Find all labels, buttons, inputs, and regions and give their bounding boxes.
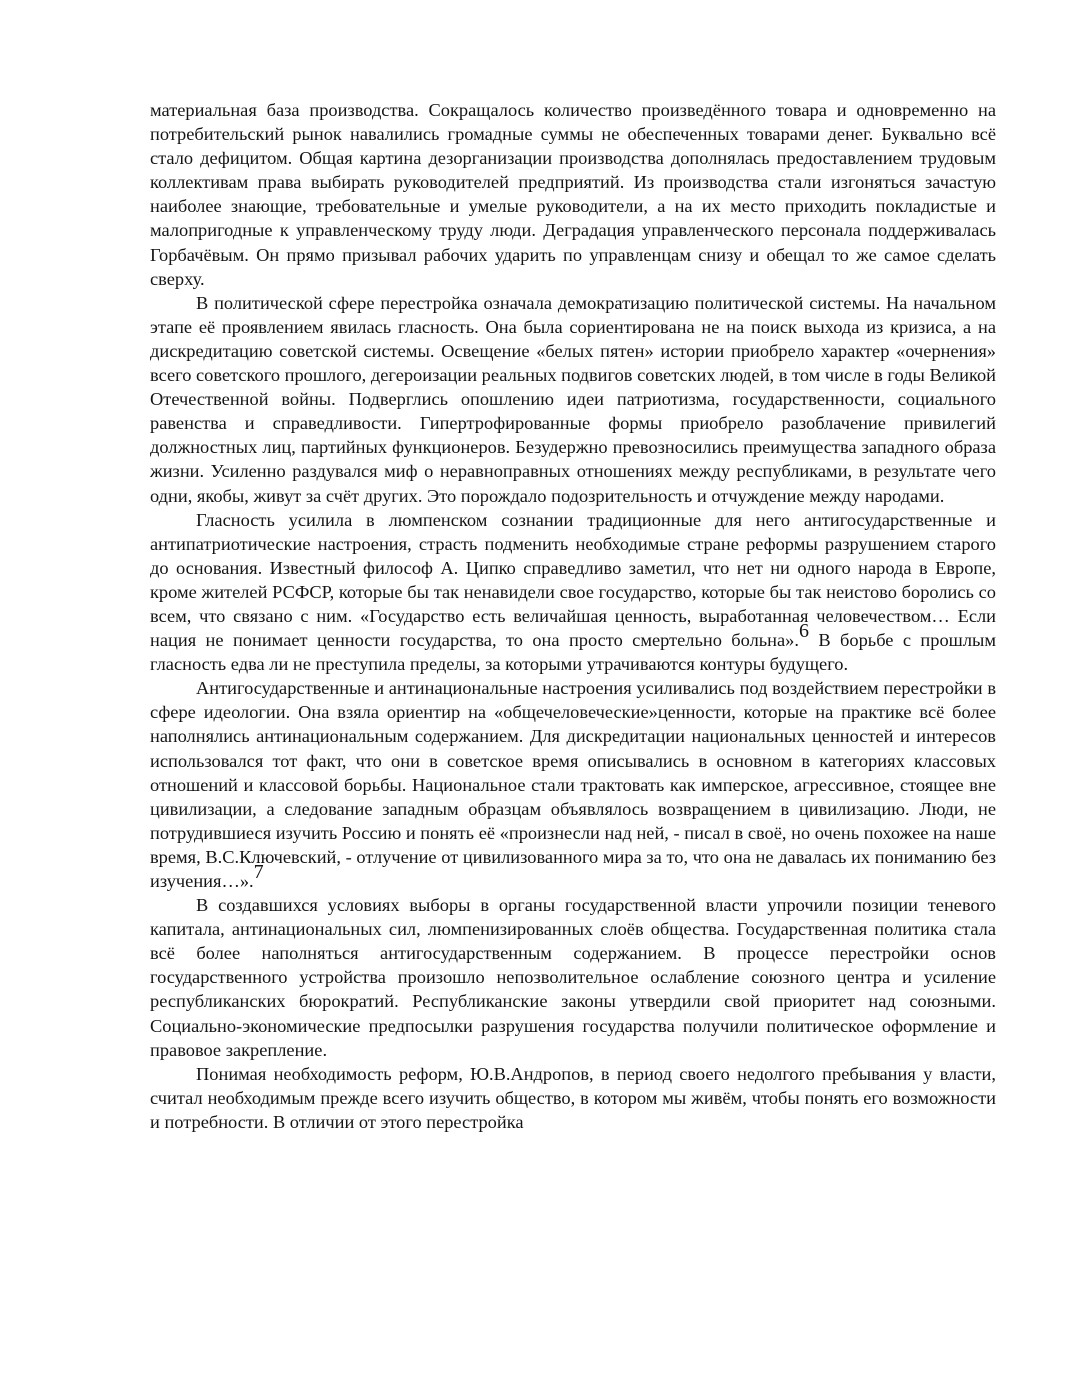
paragraph-3 (150, 508, 996, 677)
paragraph-1 (150, 98, 996, 291)
paragraph-5 (150, 893, 996, 1062)
paragraph-2 (150, 291, 996, 508)
document-page (150, 98, 996, 1134)
paragraph-4 (150, 676, 996, 893)
footnote-marker-7: 7 (253, 861, 264, 883)
paragraph-text: Гласность усилила в люмпенском сознании традиционные для него антигосударственные и антипатриотические настроения, страсть подменить необходимые стране реформы разрушением старого до основания. Известный философ А. Ципко справедливо заметил, что нет ни одного народа в Европе, кроме жителей РСФСР, которые бы так ненавидели свое государство, которые бы так неистово боролись со всем, что связано с ним. «Государство есть величайшая ценность, выработанная человечеством… Если нация не понимает ценности государства, то она просто смертельно больна». (150, 509, 996, 651)
paragraph-6 (150, 1062, 996, 1134)
footnote-marker-6: 6 (798, 620, 809, 643)
paragraph-text: В политической сфере перестройка означала демократизацию политической системы. На начальном этапе её проявлением явилась гласность. Она была сориентирована не на поиск выхода из кризиса, а на дискредитацию советской системы. Освещение «белых пятен» истории приобрело характер «очернения» всего советского прошлого, дегероизации реальных подвигов советских людей, в том числе в годы Великой Отечественной войны. Подверглись опошлению идеи патриотизма, государственности, социального равенства и справедливости. Гипертрофированные формы приобрело разоблачение привилегий должностных лиц, партийных функционеров. Безудержно превозносились преимущества западного образа жизни. Усиленно раздувался миф о неравноправных отношениях между республиками, в результате чего одни, якобы, живут за счёт других. Это порождало подозрительность и отчуждение между народами. (150, 292, 996, 506)
paragraph-text-continued: В борьбе с прошлым гласность едва ли не преступила пределы, за которыми утрачиваются контуры будущего. (150, 630, 996, 675)
paragraph-text: Понимая необходимость реформ, Ю.В.Андропов, в период своего недолгого пребывания у власти, считал необходимым прежде всего изучить общество, в котором мы живём, чтобы понять его возможности и потребности. В отличии от этого перестройка (150, 1063, 996, 1132)
paragraph-text: Антигосударственные и антинациональные настроения усиливались под воздействием перестройки в сфере идеологии. Она взяла ориентир на «общечеловеческие»ценности, которые на практике всё более наполнялись антинациональным содержанием. Для дискредитации национальных ценностей и интересов использовался тот факт, что они в советское время описывались в основном в категориях классовых отношений и классовой борьбы. Национальное стали трактовать как имперское, агрессивное, стоящее вне цивилизации, а следование западным образцам объявлялось возвращением в цивилизацию. Люди, не потрудившиеся изучить Россию и понять её «произнесли над ней, - писал в своё, но очень похожее на наше время, В.С.Ключевский, - отлучение от цивилизованного мира за то, что она не давалась их пониманию без изучения…». (150, 678, 996, 891)
paragraph-text: материальная база производства. Сокращалось количество произведённого товара и одновременно на потребительский рынок навалились громадные суммы не обеспеченных товарами денег. Буквально всё стало дефицитом. Общая картина дезорганизации производства дополнялась предоставлением трудовым коллективам права выбирать руководителей предприятий. Из производства стали изгоняться зачастую наиболее знающие, требовательные и умелые руководители, а на их место приходить покладистые и малопригодные к управленческому труду люди. Деградация управленческого персонала поддерживалась Горбачёвым. Он прямо призывал рабочих ударить по управленцам снизу и обещал то же самое сделать сверху. (150, 100, 996, 289)
paragraph-text: В создавшихся условиях выборы в органы государственной власти упрочили позиции теневого капитала, антинациональных сил, люмпенизированных слоёв общества. Государственная политика стала всё более наполняться антигосударственным содержанием. В процессе перестройки основ государственного устройства произошло непозволительное ослабление союзного центра и усиление республиканских бюрократий. Республиканские законы утвердили свой приоритет над союзными. Социально-экономические предпосылки разрушения государства получили политическое оформление и правовое закрепление. (150, 895, 996, 1060)
